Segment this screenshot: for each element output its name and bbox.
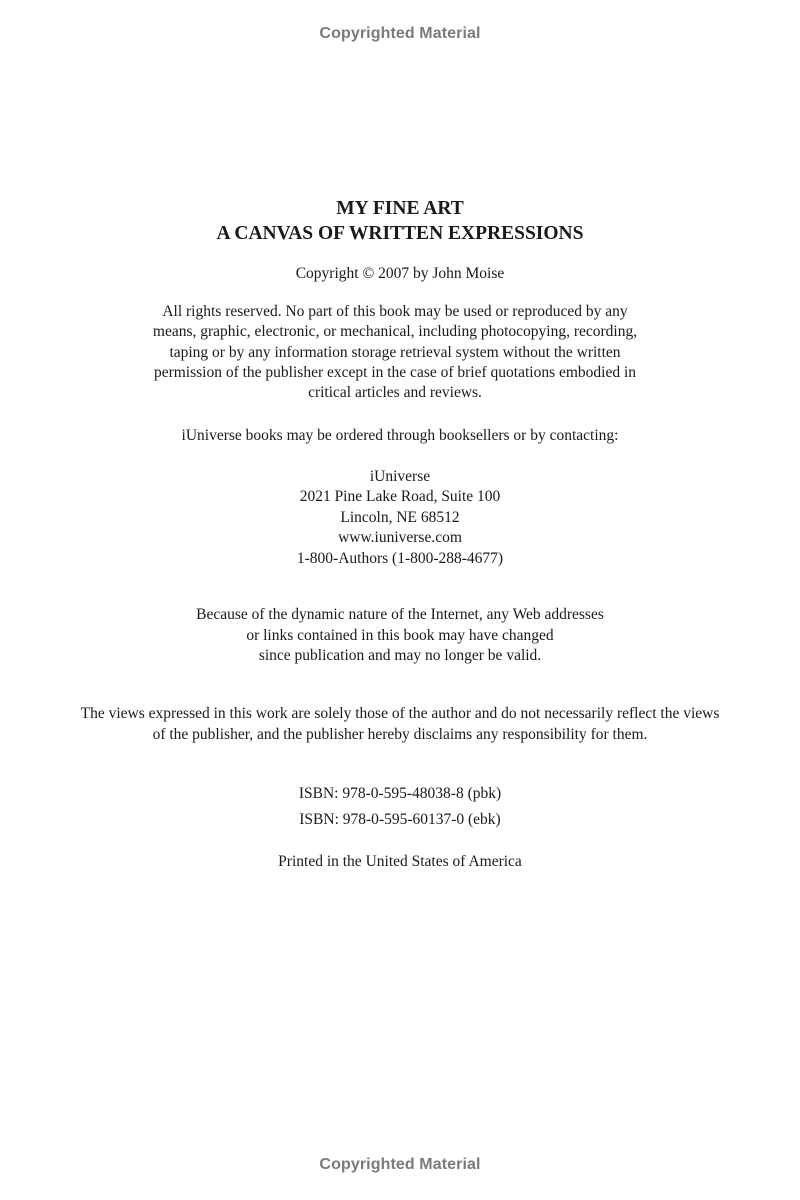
- rights-line: permission of the publisher except in the case of brief quotations embodied in: [153, 363, 637, 381]
- book-title: [0, 196, 800, 246]
- publisher-name: iUniverse: [369, 468, 431, 485]
- printed-in: Printed in the United States of America: [278, 853, 522, 870]
- isbn-ebk: ISBN: 978-0-595-60137-0 (ebk): [299, 811, 501, 828]
- internet-note-line: since publication and may no longer be valid.: [258, 647, 542, 664]
- publisher-address: [0, 467, 800, 569]
- internet-note-line: Because of the dynamic nature of the Internet, any Web addresses: [196, 606, 604, 623]
- rights-paragraph: [140, 302, 650, 403]
- watermark-bottom: Copyrighted Material: [319, 1156, 481, 1173]
- watermark-top: Copyrighted Material: [319, 25, 481, 42]
- publisher-phone: 1-800-Authors (1-800-288-4677): [296, 549, 504, 567]
- views-disclaimer: [0, 704, 800, 745]
- internet-note-line: or links contained in this book may have changed: [246, 626, 554, 644]
- title-line-1: MY FINE ART: [336, 198, 464, 219]
- publisher-website: www.iuniverse.com: [338, 529, 462, 547]
- rights-line: taping or by any information storage retrieval system without the written: [169, 343, 621, 361]
- title-line-2: A CANVAS OF WRITTEN EXPRESSIONS: [216, 223, 584, 244]
- publisher-city: Lincoln, NE 68512: [340, 508, 460, 526]
- isbn-block: [0, 781, 800, 833]
- isbn-pbk: ISBN: 978-0-595-48038-8 (pbk): [298, 785, 502, 802]
- rights-line: means, graphic, electronic, or mechanical, including photocopying, recording,: [152, 323, 638, 341]
- publisher-street: 2021 Pine Lake Road, Suite 100: [299, 488, 501, 506]
- copyright-line: Copyright © 2007 by John Moise: [295, 265, 505, 282]
- order-note: iUniverse books may be ordered through booksellers or by contacting:: [181, 427, 619, 444]
- rights-line: All rights reserved. No part of this book may be used or reproduced by any: [162, 303, 628, 320]
- rights-line: critical articles and reviews.: [308, 384, 482, 402]
- views-disclaimer-line: The views expressed in this work are solely those of the author and do not necessarily reflect the views: [80, 705, 720, 722]
- views-disclaimer-line: of the publisher, and the publisher hereby disclaims any responsibility for them.: [152, 725, 648, 743]
- internet-note: [0, 605, 800, 667]
